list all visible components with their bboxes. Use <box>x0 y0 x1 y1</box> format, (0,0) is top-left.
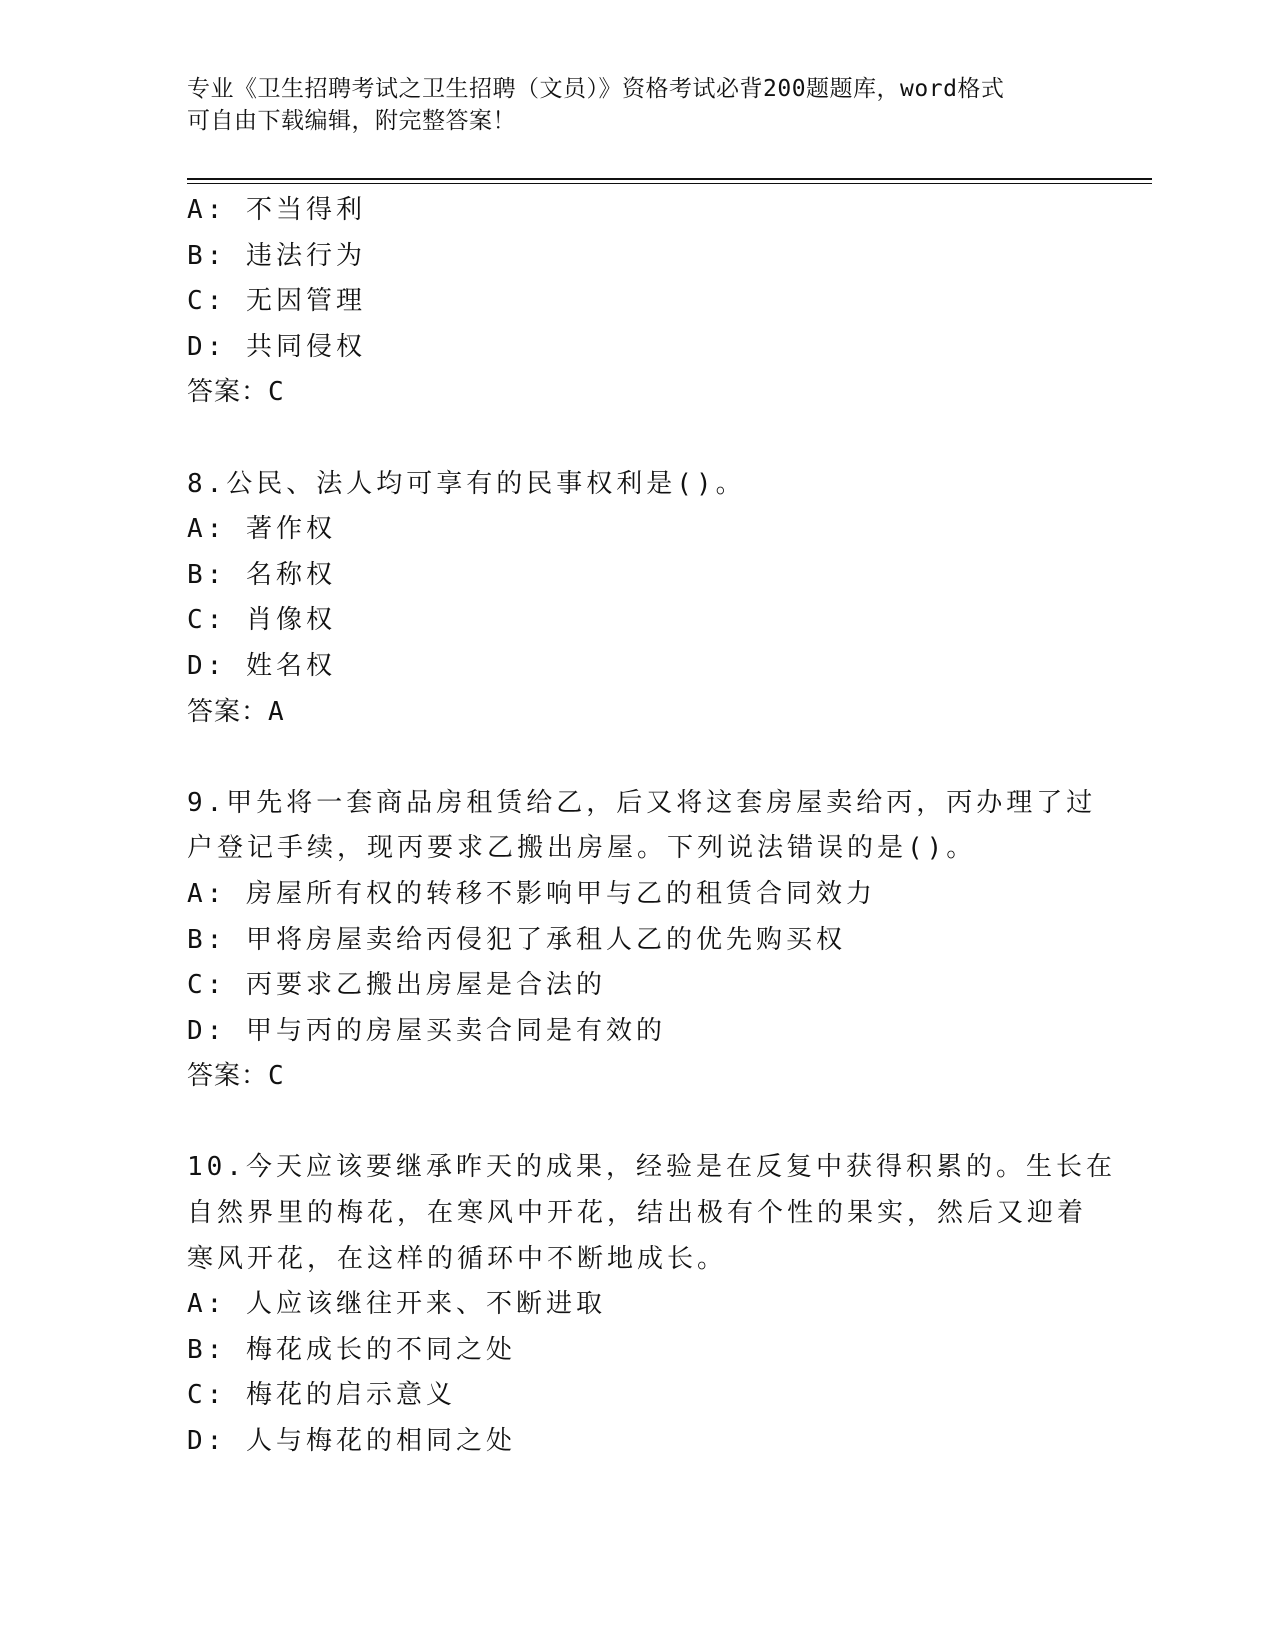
option-c: C: 无因管理 <box>187 286 366 317</box>
header-title-line-2: 可自由下载编辑，附完整答案！ <box>187 108 516 134</box>
option-a: A: 人应该继往开来、不断进取 <box>187 1289 606 1320</box>
option-c: C: 丙要求乙搬出房屋是合法的 <box>187 970 606 1001</box>
spacer <box>187 1100 1087 1146</box>
answer-label: 答案：C <box>187 377 285 408</box>
question-text-line-2: 户登记手续，现丙要求乙搬出房屋。下列说法错误的是()。 <box>187 833 977 864</box>
option-a: A: 房屋所有权的转移不影响甲与乙的租赁合同效力 <box>187 878 876 909</box>
answer-label: 答案：A <box>187 696 285 727</box>
option-c: C: 肖像权 <box>187 605 336 636</box>
answer-label: 答案：C <box>187 1061 285 1092</box>
header-divider-thin <box>187 183 1152 184</box>
question-text-line-1: 9.甲先将一套商品房租赁给乙，后又将这套房屋卖给丙，丙办理了过 <box>187 787 1097 818</box>
option-d: D: 甲与丙的房屋买卖合同是有效的 <box>187 1015 666 1046</box>
question-list <box>187 188 1116 1465</box>
header-title-line-1: 专业《卫生招聘考试之卫生招聘（文员）》资格考试必背200题题库，word格式 <box>187 76 1005 102</box>
option-a: A: 著作权 <box>187 514 336 545</box>
question-block-8 <box>187 462 1087 736</box>
option-b: B: 甲将房屋卖给丙侵犯了承租人乙的优先购买权 <box>187 924 846 955</box>
option-d: D: 人与梅花的相同之处 <box>187 1426 516 1457</box>
question-block-9 <box>187 781 1097 1100</box>
header-divider-thick <box>187 178 1152 180</box>
question-text: 8.公民、法人均可享有的民事权利是()。 <box>187 468 746 499</box>
option-b: B: 名称权 <box>187 559 336 590</box>
option-a: A: 不当得利 <box>187 195 366 225</box>
question-text-line-2: 自然界里的梅花，在寒风中开花，结出极有个性的果实，然后又迎着 <box>187 1198 1088 1229</box>
spacer <box>187 416 1087 462</box>
question-block-7 <box>187 188 1087 416</box>
option-b: B: 违法行为 <box>187 240 366 271</box>
option-d: D: 共同侵权 <box>187 331 366 362</box>
spacer <box>187 735 1087 781</box>
question-block-10 <box>187 1145 1116 1464</box>
question-text-line-1: 10.今天应该要继承昨天的成果，经验是在反复中获得积累的。生长在 <box>187 1152 1116 1183</box>
option-d: D: 姓名权 <box>187 650 336 681</box>
option-c: C: 梅花的启示意义 <box>187 1380 456 1411</box>
page-header <box>187 73 1067 137</box>
question-text-line-3: 寒风开花，在这样的循环中不断地成长。 <box>187 1243 728 1274</box>
option-b: B: 梅花成长的不同之处 <box>187 1334 516 1365</box>
